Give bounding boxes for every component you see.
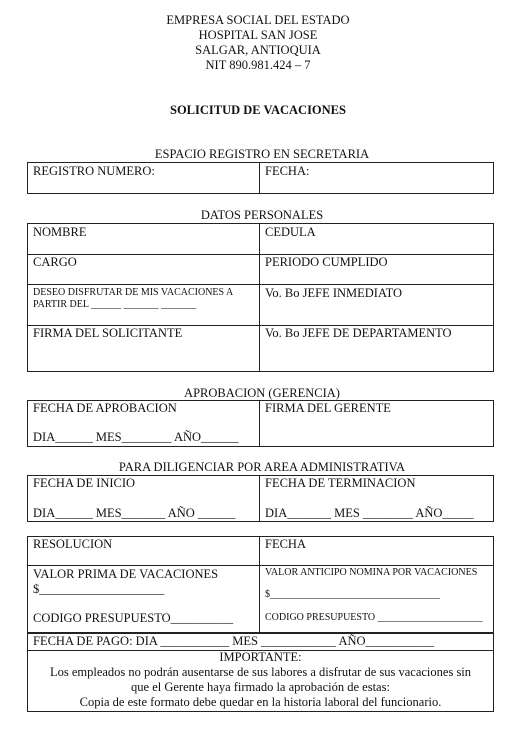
periodo-cumplido-field[interactable]: PERIODO CUMPLIDO (265, 255, 388, 269)
section-admin-title: PARA DILIGENCIAR POR AREA ADMINISTRATIVA (118, 460, 406, 474)
fecha-pago-field[interactable]: FECHA DE PAGO: DIA ___________ MES ____________ AÑO___________ (33, 634, 435, 648)
divider (27, 254, 494, 255)
fecha-inicio-field[interactable]: DIA______ MES_______ AÑO ______ (33, 506, 236, 520)
cargo-field[interactable]: CARGO (33, 255, 77, 269)
fecha-inicio-deseada-field[interactable]: PARTIR DEL ______ _______ _______ (33, 299, 197, 310)
divider (27, 284, 494, 285)
registro-numero-field[interactable]: REGISTRO NUMERO: (33, 164, 155, 178)
divider (259, 162, 260, 194)
vobo-jefe-departamento-field[interactable]: Vo. Bo JEFE DE DEPARTAMENTO (265, 326, 452, 340)
section-aprobacion-title: APROBACION (GERENCIA) (184, 386, 340, 400)
valor-anticipo-field[interactable]: $__________________________________ (265, 589, 440, 600)
divider (259, 475, 260, 522)
importante-line-3: Copia de este formato debe quedar en la historia laboral del funcionario. (79, 695, 442, 709)
valor-prima-field[interactable]: $____________________ (33, 582, 165, 596)
valor-prima-label: VALOR PRIMA DE VACACIONES (33, 567, 219, 581)
fecha-aprobacion-label: FECHA DE APROBACION (33, 401, 177, 415)
registro-fecha-field[interactable]: FECHA: (265, 164, 310, 178)
nombre-field[interactable]: NOMBRE (33, 225, 87, 239)
fecha-inicio-label: FECHA DE INICIO (33, 476, 136, 490)
location: SALGAR, ANTIOQUIA (195, 43, 321, 57)
valor-anticipo-label: VALOR ANTICIPO NOMINA POR VACACIONES (265, 567, 478, 578)
cedula-field[interactable]: CEDULA (265, 225, 316, 239)
firma-solicitante-field[interactable]: FIRMA DEL SOLICITANTE (33, 326, 183, 340)
section-registro-title: ESPACIO REGISTRO EN SECRETARIA (154, 147, 370, 161)
divider (259, 223, 260, 372)
fecha-terminacion-field[interactable]: DIA_______ MES ________ AÑO_____ (265, 506, 474, 520)
fecha-terminacion-label: FECHA DE TERMINACION (265, 476, 416, 490)
codigo-presupuesto-field[interactable]: CODIGO PRESUPUESTO__________ (33, 611, 234, 625)
divider (259, 536, 260, 633)
resolucion-fecha-field[interactable]: FECHA (265, 537, 306, 551)
importante-line-1: Los empleados no podrán ausentarse de sus labores a disfrutar de sus vacaciones sin (49, 665, 472, 679)
divider (27, 565, 494, 566)
fecha-aprobacion-field[interactable]: DIA______ MES________ AÑO______ (33, 430, 239, 444)
nit: NIT 890.981.424 – 7 (205, 58, 311, 72)
hospital-name: HOSPITAL SAN JOSE (198, 28, 318, 42)
vobo-jefe-inmediato-field[interactable]: Vo. Bo JEFE INMEDIATO (265, 286, 403, 300)
codigo-presupuesto-anticipo-field[interactable]: CODIGO PRESUPUESTO _____________________ (265, 612, 483, 623)
importante-line-2: que el Gerente haya firmado la aprobación de estas: (131, 680, 390, 694)
divider (259, 400, 260, 447)
form-title: SOLICITUD DE VACACIONES (170, 103, 346, 117)
resolucion-field[interactable]: RESOLUCION (33, 537, 113, 551)
section-datos-title: DATOS PERSONALES (200, 208, 324, 222)
firma-gerente-field[interactable]: FIRMA DEL GERENTE (265, 401, 391, 415)
company-name: EMPRESA SOCIAL DEL ESTADO (166, 13, 350, 27)
importante-title: IMPORTANTE: (219, 650, 302, 664)
deseo-disfrutar-label: DESEO DISFRUTAR DE MIS VACACIONES A (33, 287, 234, 298)
